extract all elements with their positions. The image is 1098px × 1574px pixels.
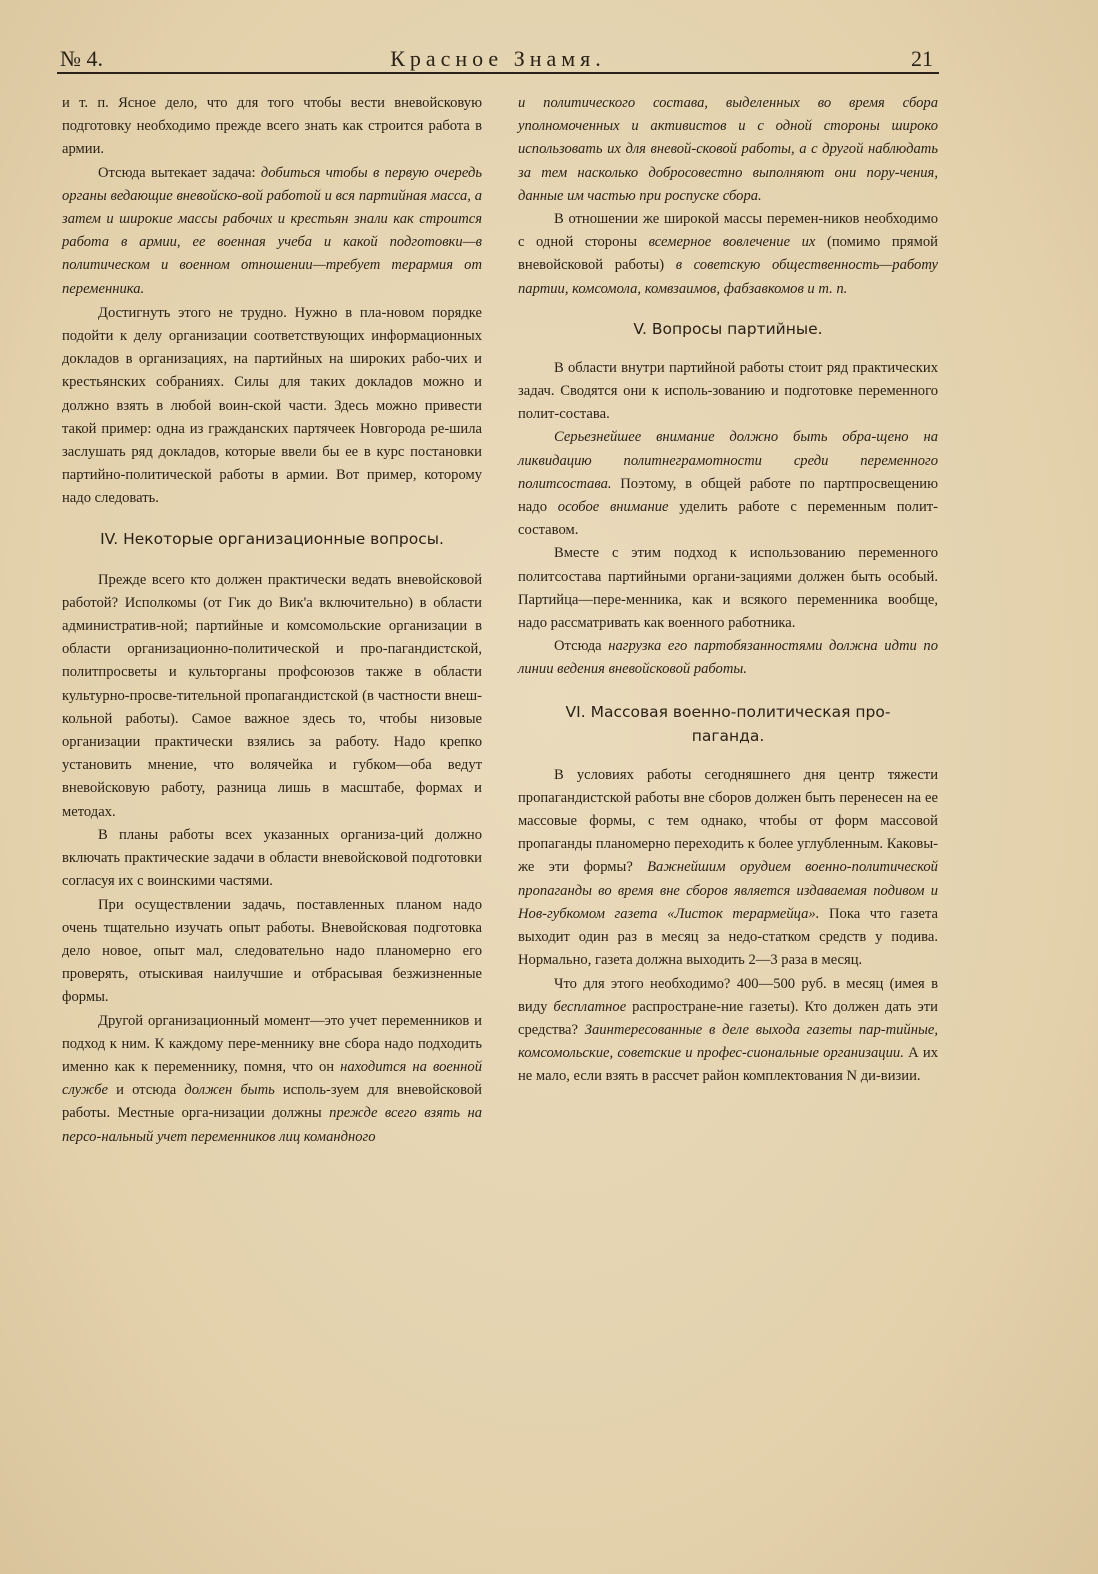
issue-number: № 4. (60, 46, 103, 71)
paragraph: Другой организационный момент—это учет переменников и подход к ним. К каждому пере-меннику вне сбора надо подходить именно как к переменнику, помня, что он находится на военной службе и отсюда должен быть исполь-зуем для вневойсковой работы. Местные орга-низации должны прежде всего взять на персо-нальный учет переменников лиц командного (62, 1012, 482, 1145)
section-heading-iv: IV. Некоторые организационные вопросы. (100, 529, 444, 548)
paragraph: При осуществлении задачь, поставленных планом надо очень тщательно изучать опыт работы. Вневойсковая подготовка дело новое, опыт мал, следовательно надо планомерно его проверять, отыскивая наилучшие и отбрасывая безжизненные формы. (62, 896, 482, 1006)
paragraph: Что для этого необходимо? 400—500 руб. в месяц (имея в виду бесплатное распростране-ние газеты). Кто должен дать эти средства? Заинтересованные в деле выхода газеты пар-тийные, комсомольские, советские и профес-сиональные организации. А их не мало, если взять в рассчет район комплектования N ди-визии. (518, 975, 938, 1085)
header-rule (57, 72, 939, 74)
section-heading-v: V. Вопросы партийные. (633, 319, 823, 338)
paragraph: Серьезнейшее внимание должно быть обра-щено на ликвидацию политнеграмотности среди переменного политсостава. Поэтому, в общей работе по партпросвещению надо особое внимание уделить работе с переменным полит-составом. (518, 429, 938, 539)
page-number: 21 (911, 46, 933, 71)
page-header (57, 42, 939, 74)
section-heading-vi: VI. Массовая военно-политическая про-паганда. (565, 702, 891, 745)
paragraph: В области внутри партийной работы стоит ряд практических задач. Сводятся они к исполь-зованию и подготовке переменного полит-состава. (518, 359, 938, 423)
paragraph: и политического состава, выделенных во время сбора уполномоченных и активистов и с одной стороны широко использовать их для вневой-сковой работы, а с другой наблюдать за тем насколько добросовестно выполняют они пору-чения, данные им частью при роспуске сбора. (518, 95, 938, 204)
right-column (518, 92, 938, 1089)
paragraph: Отсюда вытекает задача: добиться чтобы в первую очередь органы ведающие вневойско-вой работой и вся партийная масса, а затем и широкие массы рабочих и крестьян знали как строится работа в армии, ее военная учеба и какой подготовки—в политическом и военном отношении—требует терармия от переменника. (62, 164, 482, 297)
paragraph: и т. п. Ясное дело, что для того чтобы вести вневойсковую подготовку необходимо прежде всего знать как строится работа в армии. (62, 95, 482, 158)
left-column (62, 92, 482, 1149)
paragraph: Вместе с этим подход к использованию переменного политсостава партийными органи-зациями должен быть особый. Партийца—пере-менника, как и всякого переменника вообще, надо рассматривать как военного работника. (518, 545, 938, 632)
newspaper-title: Красное Знамя. (390, 46, 606, 71)
paragraph: Прежде всего кто должен практически ведать вневойсковой работой? Исполкомы (от Гик до Вик'а включительно) в области административ-ной; партийные и комсомольские организации в области организационно-политической и про-пагандистской, политпросветы и культорганы профсоюзов также в области культурно-просве-тительной пропагандистской (в частности внеш-кольной работы). Самое важное здесь то, чтобы низовые организации практически взялись за работу. Надо крепко установить мнение, что волячейка и губком—оба ведут вневойсковую работу, разница лишь в масштабе, формах и методах. (62, 571, 482, 820)
paragraph: В условиях работы сегодняшнего дня центр тяжести пропагандистской работы вне сборов должен быть перенесен на ее массовые формы, с тем однако, чтобы от форм массовой пропаганды планомерно переходить к более углубленным. Каковы-же эти формы? Важнейшим орудием военно-политической пропаганды во время вне сборов является издаваемая подивом и Нов-губкомом газета «Листок терармейца». Пока что газета выходит один раз в месяц за недо-статком средств у подива. Нормально, газета должна выходить 2—3 раза в месяц. (518, 766, 938, 969)
paragraph: Отсюда нагрузка его партобязанностями должна идти по линии ведения вневойсковой работы. (518, 638, 938, 678)
paragraph: В отношении же широкой массы перемен-ников необходимо с одной стороны всемерное вовлечение их (помимо прямой вневойсковой работы) в советскую общественность—работу партии, комсомола, комвзаимов, фабзавкомов и т. п. (518, 211, 938, 297)
paragraph: Достигнуть этого не трудно. Нужно в пла-новом порядке подойти к делу организации соответствующих информационных докладов в организациях, на партийных на широких рабо-чих и крестьянских собраниях. Силы для таких докладов можно и должно взять в любой воин-ской части. Здесь можно привести такой пример: одна из гражданских партячеек Новгорода ре-шила заслушать ряд докладов, которые ввели бы ее в курс постановки партийно-политической работы в армии. Вот пример, которому надо следовать. (62, 304, 482, 507)
paragraph: В планы работы всех указанных организа-ций должно включать практические задачи в области вневойсковой подготовки согласуя их с воинскими частями. (62, 826, 482, 890)
